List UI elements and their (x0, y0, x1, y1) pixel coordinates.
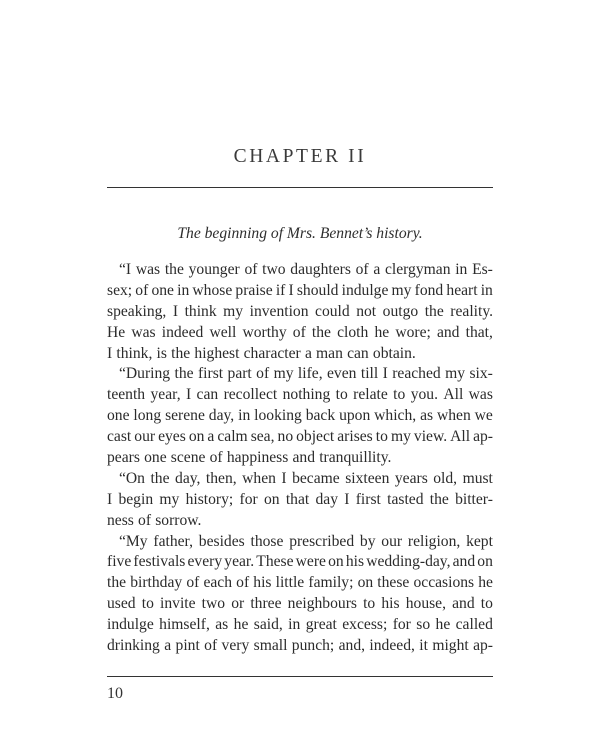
text-line: “My father, besides those prescribed by our religion, kept (119, 532, 493, 550)
text-line: “During the first part of my life, even till I reached my six- (119, 365, 493, 383)
page-number: 10 (107, 685, 123, 702)
text-line: He was indeed well worthy of the cloth he wore; and that, (107, 323, 493, 341)
text-line: “On the day, then, when I became sixteen years old, must (119, 469, 493, 487)
text-line: ness of sorrow. (107, 511, 202, 529)
footer-divider (107, 676, 493, 677)
text-line: I begin my history; for on that day I first tasted the bitter- (107, 490, 493, 508)
text-line: drinking a pint of very small punch; and, indeed, it might ap- (107, 637, 493, 655)
text-line: the birthday of each of his little family; on these occasions he (107, 574, 493, 592)
text-line: five festivals every year. These were on his wedding-day, and on (107, 553, 493, 571)
chapter-subtitle: The beginning of Mrs. Bennet’s history. (177, 225, 423, 242)
text-line: cast our eyes on a calm sea, no object arises to my view. All ap- (107, 428, 493, 446)
text-line: indulge himself, as he said, in great excess; for so he called (107, 616, 493, 634)
text-line: “I was the younger of two daughters of a clergyman in Es- (119, 261, 493, 278)
text-line: pears one scene of happiness and tranquillity. (107, 449, 392, 467)
heading-divider (107, 187, 493, 188)
text-line: speaking, I think my invention could not outgo the reality. (107, 302, 493, 320)
text-line: used to invite two or three neighbours to his house, and to (107, 595, 493, 613)
text-line: teenth year, I can recollect nothing to relate to you. All was (107, 386, 493, 404)
chapter-heading: CHAPTER II (233, 146, 367, 167)
text-line: sex; of one in whose praise if I should indulge my fond heart in (107, 281, 493, 299)
body-text (107, 260, 493, 657)
text-line: one long serene day, in looking back upon which, as when we (107, 407, 493, 425)
text-line: I think, is the highest character a man can obtain. (107, 344, 416, 362)
